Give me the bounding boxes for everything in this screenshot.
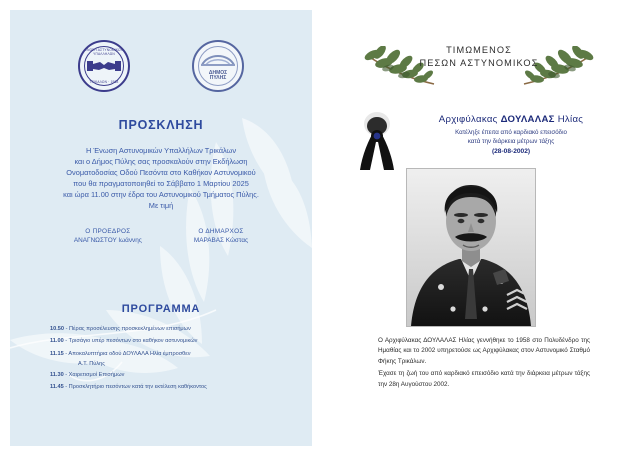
- invitation-body-line: και ο Δήμος Πύλης σας προσκαλούν στην Εκδήλωση: [74, 157, 248, 167]
- program-item-text: - Χαιρετισμοί Επισήμων: [65, 371, 125, 378]
- program-item-text: - Πέρας προσέλευσης προσκεκλημένων επισήμων: [65, 326, 191, 332]
- portrait-illustration: [407, 169, 535, 326]
- signatures: [10, 228, 312, 244]
- program-item: [50, 369, 290, 381]
- program-item: [50, 348, 290, 360]
- invitation-title: ΠΡΟΣΚΛΗΣΗ: [118, 118, 204, 132]
- honoree-heading-line2: ΠΕΣΩΝ ΑΣΤΥΝΟΜΙΚΟΣ: [419, 58, 539, 68]
- program-item-time: 11.45: [50, 384, 64, 391]
- seal-bottom-text: ΤΡΙΚΑΛΩΝ · 1988: [89, 80, 119, 84]
- municipality-seal-label: ΔΗΜΟΣ ΠΥΛΗΣ: [208, 69, 228, 81]
- honoree-heading-line1: ΤΙΜΩΜΕΝΟΣ: [446, 45, 512, 55]
- cause-of-death-line1: Κατέληξε έπειτα από καρδιακό επεισόδιο: [455, 129, 567, 136]
- signature-role: Ο ΠΡΟΕΔΡΟΣ: [85, 228, 131, 235]
- program-list: [50, 323, 290, 393]
- signature-president: [74, 228, 142, 244]
- death-date: (28-08-2002): [491, 147, 531, 155]
- honoree-name-block: [392, 114, 630, 155]
- honoree-portrait-photo: [406, 168, 536, 327]
- invitation-body-line: και ώρα 11.00 στην έδρα του Αστυνομικού Τμήματος Πύλης.: [63, 190, 259, 200]
- biography-paragraph: Ο Αρχιφύλακας ΔΟΥΛΑΛΑΣ Ηλίας γεννήθηκε το 1958 στο Πολυδένδρο της Ημαθίας και το 2002 υπηρετούσε ως Αρχιφύλακας στον Αστυνομικό Σταθμό Φήκης Τρικάλων.: [378, 337, 590, 365]
- signature-name: ΑΝΑΓΝΩΣΤΟΥ Ιωάννης: [73, 237, 142, 244]
- program-title: ΠΡΟΓΡΑΜΜΑ: [121, 303, 201, 315]
- left-page-invitation: [10, 10, 312, 446]
- biography-paragraph: Έχασε τη ζωή του από καρδιακό επεισόδιο κατά την διάρκεια μέτρων τάξης την 28η Αυγούστου 2002.: [378, 370, 590, 388]
- signature-role: Ο ΔΗΜΑΡΧΟΣ: [198, 228, 244, 235]
- signature-mayor: [194, 228, 248, 244]
- invitation-body-line: Με τιμή: [148, 201, 174, 211]
- program-item-text: - Προσκλητήριο πεσόντων κατά την εκτέλεση καθήκοντος: [65, 384, 207, 391]
- honoree-surname: ΔΟΥΛΑΛΑΣ: [500, 114, 555, 125]
- program-item-text: - Τρισάγιο υπέρ πεσόντων στο καθήκον αστυνομικών: [65, 338, 198, 345]
- invitation-body-line: Ονοματοδοσίας Οδού Πεσόντα στο Καθήκον Αστυνομικού: [66, 168, 256, 178]
- program-item: [50, 323, 290, 335]
- invitation-body: [10, 145, 312, 212]
- honoree-biography: [378, 336, 590, 390]
- cause-of-death-line2: κατά την διάρκεια μέτρων τάξης: [467, 138, 555, 146]
- program-item-time: 11.00: [50, 338, 64, 345]
- right-page-memorial: [328, 10, 630, 446]
- seal-outer-text: ΕΝΩΣΗ ΑΣΤΥΝΟΜΙΚΩΝ ΥΠΑΛΛΗΛΩΝ: [84, 48, 124, 56]
- program-item: [50, 381, 290, 393]
- program-item-time: 11.30: [50, 371, 64, 378]
- program-item-time: 10.50: [50, 326, 64, 332]
- honoree-full-name: [392, 114, 630, 125]
- honoree-rank: Αρχιφύλακας: [438, 114, 498, 125]
- program-item-text: - Αποκαλυπτήρια οδού ΔΟΥΛΑΛΑ Ηλία έμπροσθεν: [65, 350, 191, 357]
- program-item: [50, 335, 290, 347]
- signature-name: ΜΑΡΑΒΑΣ Κώστας: [193, 237, 249, 244]
- invitation-body-line: που θα πραγματοποιηθεί το Σάββατο 1 Μαρτίου 2025: [73, 179, 249, 189]
- invitation-body-line: Η Ένωση Αστυνομικών Υπαλλήλων Τρικάλων: [85, 146, 237, 155]
- program-item-time: 11.15: [50, 350, 64, 357]
- program-item-continuation: Α.Τ. Πύλης: [78, 360, 105, 367]
- honoree-heading: [328, 44, 630, 70]
- honoree-firstname: Ηλίας: [557, 114, 584, 125]
